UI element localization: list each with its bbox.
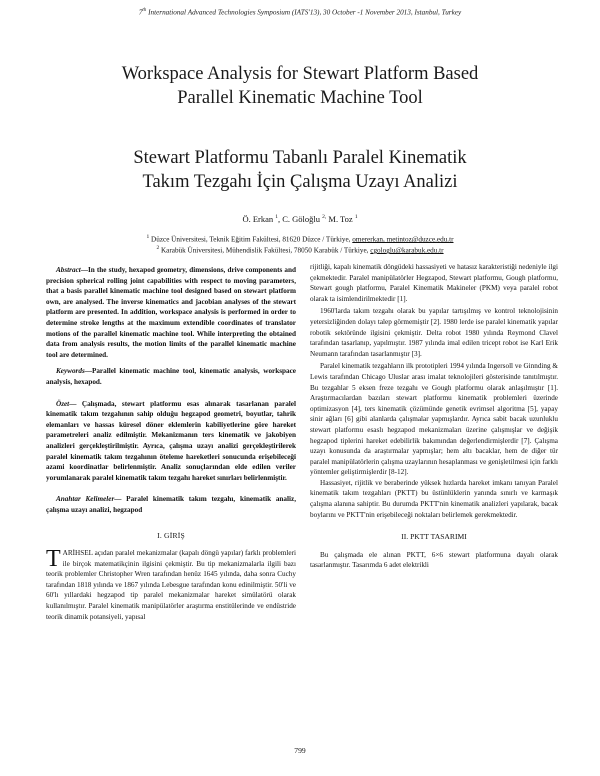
- paragraph-3: Paralel kinematik tezgahların ilk prototipleri 1994 yılında Ingersoll ve Ginnding & Lewis tarafından Chicago Uluslar arası imalat teknolojileri gösterisinde tanıtılmıştır. Bu tezgahlar 5 eksen freze tezgahı ve Gough platformu olarak anlaşılmıştır [1]. Araştırmacılardan bazıları stewart platformu kinematik problemleri üzerinde optimizasyon [4], ters kinematik çözümünde genetik evrimsel algoritma [5], yapay sinir ağları [6] gibi alanlarda çalışmalar yapmışlardır. Ayrıca sabit bacak uzunluklu stewart platformu esaslı hegzapod mekanizmaları üzerine çalışmışlar ve değişik hegzapod tiplerini hareket edebilirlik bakımından değerlendirmişlerdir [7]. Çalışma uzayı konusunda da araştırmalar yapmışlar; hem altı bacaklar, hem de diğer tür paralel manipülatörlerin çalışma uzaylarının hesaplanması ve genişletilmesi için farklı yöntemler geliştirmişlerdir [8-12].: [310, 362, 558, 477]
- email-link-2[interactable]: cgologlu@karabuk.edu.tr: [370, 246, 444, 255]
- abstract: Abstract—In the study, hexapod geometry, dimensions, drive components and precision spherical rolling joint capabilities with respect to moving parameters, that a basis parallel kinematic machine tool designed based on stewart platform own, are analysed. The inverse kinematics and jacobian analyses of the stewart platform are presented. In addition, workspace analysis is performed in order to determine stroke lengths at the maximum extendible coordinates of translator motions of the parallel kinematic machine tool. While interpreting the obtained data from analysis results, the motion limits of the parallel kinematic machine tool are determined.: [46, 266, 296, 359]
- affiliation-2: $^2$ Karabük Üniversitesi, Mühendislik Fakültesi, 78050 Karabük / Türkiye, cgologlu@karabuk.edu.tr: [156, 245, 444, 255]
- affiliation-1: $^1$ Düzce Üniversitesi, Teknik Eğitim Fakültesi, 81620 Düzce / Türkiye, omererkan, metintoz@duzce.edu.tr: [146, 234, 454, 244]
- title-english: Workspace Analysis for Stewart Platform Based Parallel Kinematic Machine Tool: [121, 64, 479, 108]
- keywords: Keywords—Parallel kinematic machine tool, kinematic analysis, workspace analysis, hexapod.: [46, 367, 296, 386]
- paragraph-1: rijitliği, kapalı kinematik döngüdeki hassasiyeti ve hatasız karakteristiği nedeniyle ilgi çekmektedir. Paralel manipülatörler Hegzapod, Stewart platformu, Gough platformu, Stewart gough platformu, Paralel Kinematik Makineler (PKM) veya paralel robot olarak ta isimlendirilmektedir [1].: [310, 263, 558, 303]
- email-link-1[interactable]: omererkan, metintoz@duzce.edu.tr: [352, 235, 454, 244]
- page-number: 799: [294, 746, 306, 755]
- left-column: [46, 265, 296, 622]
- dropcap: T: [46, 546, 61, 573]
- ozet: Özet— Çalışmada, stewart platformu esas alınarak tasarlanan paralel kinematik takım tezgahının sahip olduğu hegzapod geometri, boyutlar, tahrik elemanları ve hassas küresel döner eklemlerin kabiliyetlerine göre hareket parametreleri analiz edilmiştir. Mekanizmanın ters kinematik ve jakobiyen analizleri gerçekleştirilmiştir. Ayrıca, çalışma uzayı analizi gerçekleştirilerek paralel kinematik takım tezgahının öteleme hareketleri sonucunda erişebileceği azami koordinatlar belirlenmiştir. Analiz sonuçlarından elde edilen veriler yorumlanarak paralel kinematik takım tezgahı hareket sınırları belirlenmiştir.: [46, 399, 296, 482]
- conference-header: 7th International Advanced Technologies Symposium (IATS'13), 30 October -1 November 2013, Istanbul, Turkey: [138, 8, 462, 17]
- intro-paragraph: TARİHSEL açıdan paralel mekanizmalar (kapalı döngü yapılar) farklı problemleri ile birçok matematikçinin ilgisini çekmiştir. Bu tip mekanizmalarla ilgili bazı teorik problemler Christopher Wren tarafından henüz 1645 yılında, daha sonra Cuchy tarafından 1818 yılında ve 1867 yılında Lebesgue tarafından konu edinilmiştir. 50'li ve 60'lı yıllardaki hegzapod tip paralel mekanizmalar hareket simülatörü olarak kullanılmıştır. Paralel kinematik manipülatörler araştırma enstitülerinde ve endüstride teorik dinamik potansiyeli, yapısal: [46, 546, 296, 621]
- anahtar-kelimeler: Anahtar Kelimeler— Paralel kinematik takım tezgahı, kinematik analiz, çalışma uzayı analizi, hegzapod: [46, 495, 296, 514]
- section-heading-giris: I. GİRİŞ: [157, 531, 185, 541]
- author-list: Ö. Erkan $^1$, C. Göloğlu $^{2,}$ M. Toz $^1$: [242, 214, 358, 224]
- section-heading-pktt: II. PKTT TASARIMI: [401, 532, 467, 542]
- paragraph-5: Bu çalışmada ele alınan PKTT, 6×6 stewart platformuna dayalı olarak tasarlanmıştır. Tasarımda 6 adet elektrikli: [310, 550, 558, 570]
- right-column: [310, 262, 558, 571]
- paragraph-4: Hassasiyet, rijitlik ve beraberinde yüksek hızlarda hareket imkanı tanıyan Paralel kinematik takım tezgahları (PKTT) bu üstünlüklerin yanında sınırlı ve karmaşık çalışma alanına sahiptir. Bu durumda PKTT'nin kinematik analizleri yapılarak, bacak boylarını ve PKTT'nin erişebileceği noktaları belirlemek gerekmektedir.: [310, 478, 558, 519]
- title-turkish: Stewart Platformu Tabanlı Paralel Kinematik Takım Tezgahı İçin Çalışma Uzayı Analizi: [133, 148, 467, 192]
- paragraph-2: 1960'larda takım tezgahı olarak bu yapılar tartışılmış ve kontrol teknolojisinin yetersizliğinden dolayı talep görmemiştir [2]. 1980 lerde ise paralel kinematik yapılar robotik sektöründe ilgisini çekmiştir. Delta robot 1980 yılında Reymond Clavel tarafından tasarlanıp, yapılmıştır. 1987 yılında imal edilen tricept robot ise Karl Erik Neumann tarafından tasarlanmıştır [3].: [310, 307, 558, 358]
